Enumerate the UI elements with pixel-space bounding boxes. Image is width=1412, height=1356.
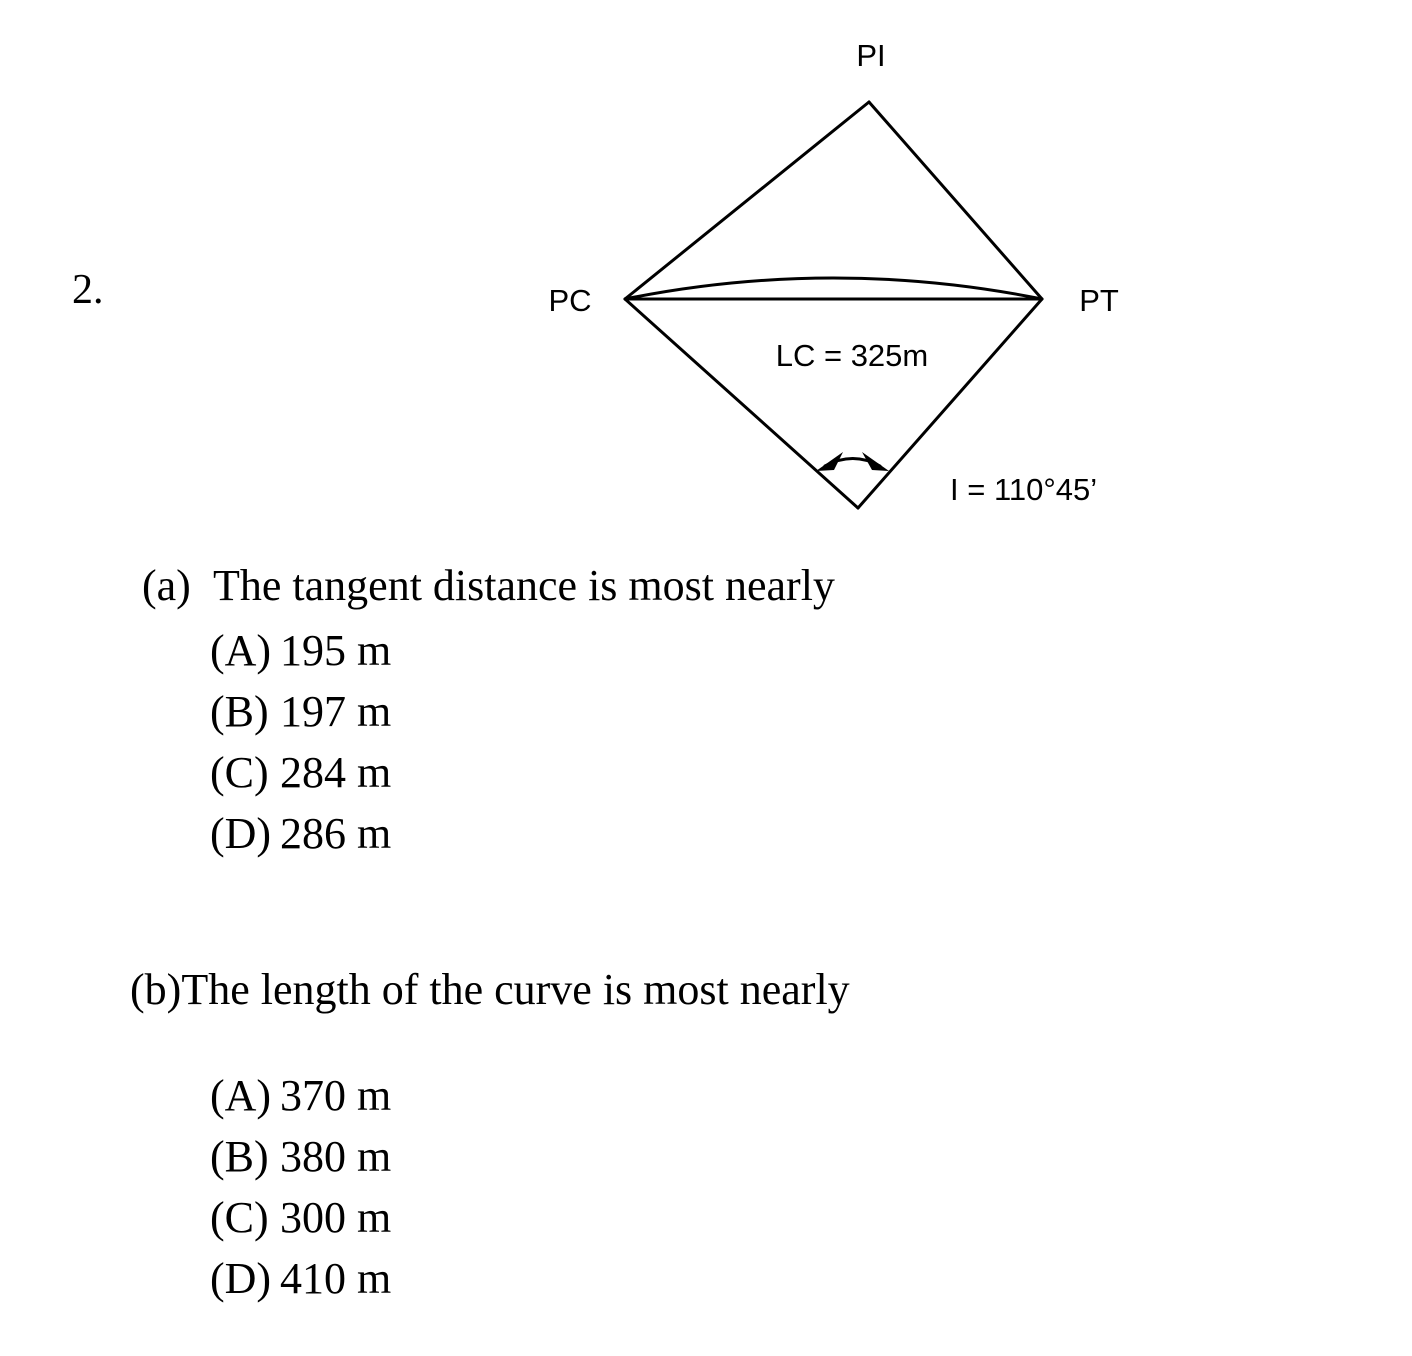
- option-letter: (A): [210, 626, 272, 675]
- question-a-option-a: [210, 620, 391, 681]
- option-letter: (B): [210, 687, 269, 736]
- question-a-option-b: [210, 681, 391, 742]
- option-value: 284 m: [280, 748, 392, 797]
- curve-arc: [625, 278, 1042, 299]
- question-a-text: The tangent distance is most nearly: [213, 561, 835, 610]
- question-b-heading: [130, 964, 850, 1016]
- back-tangent-line: [625, 102, 869, 299]
- question-b-option-b: [210, 1126, 391, 1187]
- option-value: 300 m: [280, 1193, 392, 1242]
- question-b-option-d: [210, 1248, 391, 1309]
- option-letter: (B): [210, 1132, 269, 1181]
- pc-label: PC: [548, 283, 592, 318]
- problem-number: 2.: [72, 267, 104, 313]
- option-letter: (C): [210, 1193, 269, 1242]
- question-a-prefix: (a): [142, 561, 191, 610]
- option-letter: (D): [210, 809, 272, 858]
- question-b-text: The length of the curve is most nearly: [181, 965, 850, 1014]
- long-chord-label: LC = 325m: [775, 338, 929, 373]
- option-letter: (D): [210, 1254, 272, 1303]
- option-value: 195 m: [280, 626, 392, 675]
- option-value: 286 m: [280, 809, 392, 858]
- question-b-option-c: [210, 1187, 391, 1248]
- option-value: 410 m: [280, 1254, 392, 1303]
- question-a-options: [210, 620, 391, 864]
- option-value: 370 m: [280, 1071, 392, 1120]
- pi-label: PI: [856, 38, 886, 73]
- option-value: 380 m: [280, 1132, 392, 1181]
- option-letter: (A): [210, 1071, 272, 1120]
- option-letter: (C): [210, 748, 269, 797]
- lower-left-line: [625, 299, 858, 508]
- question-b-prefix: (b): [130, 965, 182, 1014]
- question-b-option-a: [210, 1065, 391, 1126]
- forward-tangent-line: [869, 102, 1042, 299]
- question-a-option-d: [210, 803, 391, 864]
- question-b-options: [210, 1065, 391, 1309]
- question-a-option-c: [210, 742, 391, 803]
- circular-curve-diagram: [0, 0, 1412, 560]
- option-value: 197 m: [280, 687, 392, 736]
- pt-label: PT: [1079, 283, 1119, 318]
- question-a-heading: [142, 560, 835, 612]
- intersection-angle-label: I = 110°45’: [950, 472, 1098, 507]
